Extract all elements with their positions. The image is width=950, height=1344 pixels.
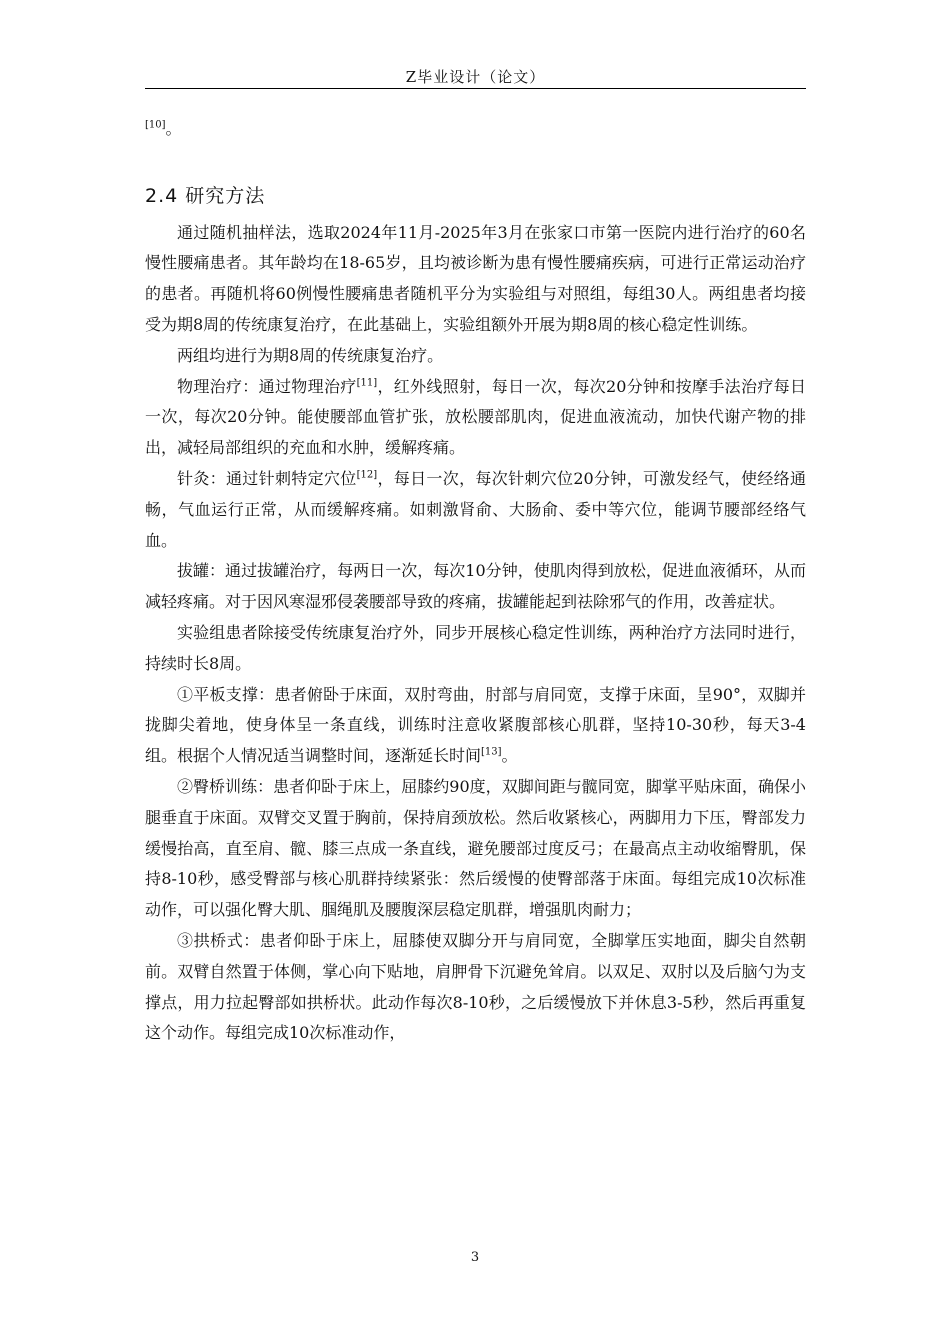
citation-ref: [11] [356, 377, 378, 389]
paragraph-acupuncture: 针灸：通过针刺特定穴位[12]，每日一次，每次针刺穴位20分钟，可激发经气，使经络通畅，气血运行正常，从而缓解疼痛。如刺激肾俞、大肠俞、委中等穴位，能调节腰部经络气血。 [145, 468, 806, 550]
page-header-title: Z毕业设计（论文） [405, 68, 546, 86]
page-number: 3 [470, 1250, 480, 1265]
paragraph-traditional-rehab: 两组均进行为期8周的传统康复治疗。 [177, 345, 444, 365]
paragraph-plank: ①平板支撑：患者俯卧于床面，双肘弯曲，肘部与肩同宽，支撑于床面，呈90°，双脚并拢脚尖着地，使身体呈一条直线，训练时注意收紧腹部核心肌群，坚持10-30秒，每天3-4组。根据个人情况适当调整时间，逐渐延长时间[13]。 [145, 684, 806, 766]
citation-ref: [13] [481, 746, 502, 758]
section-heading: 2.4 研究方法 [145, 184, 266, 207]
paragraph-sampling: 通过随机抽样法，选取2024年11月-2025年3月在张家口市第一医院内进行治疗的60名慢性腰痛患者。其年龄均在18-65岁，且均被诊断为患有慢性腰痛疾病，可进行正常运动治疗的患者。再随机将60例慢性腰痛患者随机平分为实验组与对照组，每组30人。两组患者均接受为期8周的传统康复治疗，在此基础上，实验组额外开展为期8周的核心稳定性训练。 [145, 222, 806, 334]
citation-ref: [12] [356, 469, 378, 481]
paragraph-cupping: 拔罐：通过拔罐治疗，每两日一次，每次10分钟，使肌肉得到放松，促进血液循环，从而减轻疼痛。对于因风寒湿邪侵袭腰部导致的疼痛，拔罐能起到祛除邪气的作用，改善症状。 [145, 561, 806, 612]
page-body [145, 114, 806, 1049]
paragraph-experimental-group: 实验组患者除接受传统康复治疗外，同步开展核心稳定性训练，两种治疗方法同时进行，持续时长8周。 [145, 622, 806, 673]
header-divider [145, 88, 806, 89]
continuation-line: [10]。 [145, 119, 182, 138]
paragraph-physical-therapy: 物理治疗：通过物理治疗[11]，红外线照射，每日一次，每次20分钟和按摩手法治疗每日一次，每次20分钟。能使腰部血管扩张，放松腰部肌肉，促进血液流动，加快代谢产物的排出，减轻局部组织的充血和水肿，缓解疼痛。 [145, 376, 806, 458]
citation-ref: [10] [145, 119, 166, 131]
paragraph-glute-bridge: ②臀桥训练：患者仰卧于床上，屈膝约90度，双脚间距与髋同宽，脚掌平贴床面，确保小腿垂直于床面。双臂交叉置于胸前，保持肩颈放松。然后收紧核心，两脚用力下压，臀部发力缓慢抬高，直至肩、髋、膝三点成一条直线，避免腰部过度反弓；在最高点主动收缩臀肌，保持8-10秒，感受臀部与核心肌群持续紧张：然后缓慢的使臀部落于床面。每组完成10次标准动作，可以强化臀大肌、腘绳肌及腰腹深层稳定肌群，增强肌肉耐力； [145, 776, 806, 920]
paragraph-arch-bridge: ③拱桥式：患者仰卧于床上，屈膝使双脚分开与肩同宽，全脚掌压实地面，脚尖自然朝前。双臂自然置于体侧，掌心向下贴地，肩胛骨下沉避免耸肩。以双足、双肘以及后脑勺为支撑点，用力拉起臀部如拱桥状。此动作每次8-10秒，之后缓慢放下并休息3-5秒，然后再重复这个动作。每组完成10次标准动作， [145, 930, 806, 1043]
